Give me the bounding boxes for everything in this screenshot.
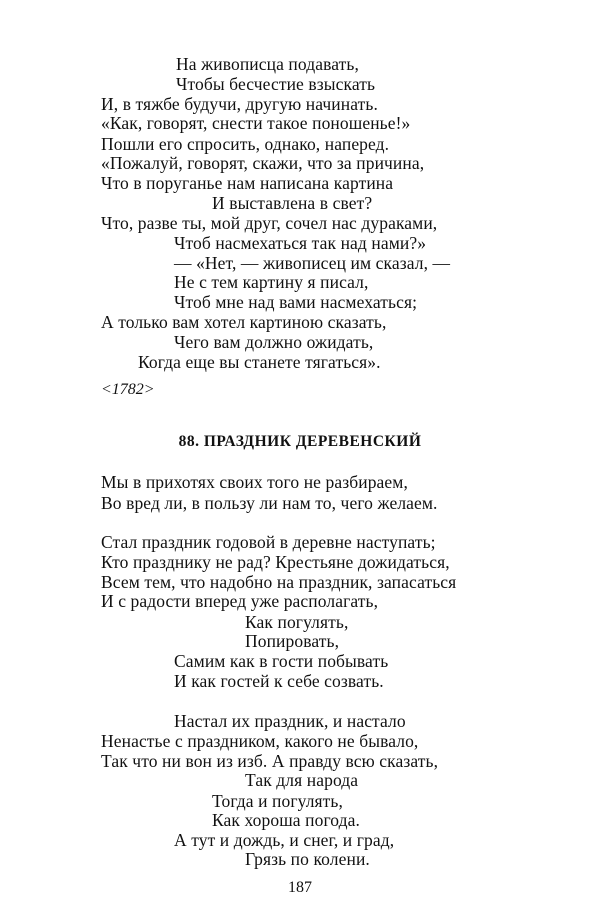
verse-line: Как хороша погода. bbox=[212, 810, 360, 830]
verse-line: Чтобы бесчестие взыскать bbox=[176, 74, 376, 94]
verse-line: Чтоб мне над вами насмехаться; bbox=[174, 292, 418, 312]
epigraph-line: Мы в прихотях своих того не разбираем, bbox=[101, 472, 408, 492]
verse-line: И как гостей к себе созвать. bbox=[174, 671, 384, 691]
verse-line: Ненастье с праздником, какого не бывало, bbox=[101, 731, 419, 751]
verse-line: На живописца подавать, bbox=[176, 54, 359, 74]
epigraph-line: Во вред ли, в пользу ли нам то, чего желаем. bbox=[101, 493, 438, 513]
verse-line: Чего вам должно ожидать, bbox=[174, 332, 374, 352]
verse-line: Когда еще вы станете тягаться». bbox=[138, 352, 381, 372]
page-number: 187 bbox=[288, 879, 312, 896]
poem-title: 88. ПРАЗДНИК ДЕРЕВЕНСКИЙ bbox=[178, 433, 422, 450]
verse-line: Всем тем, что надобно на праздник, запасаться bbox=[101, 572, 457, 592]
verse-line: Кто празднику не рад? Крестьяне дожидаться, bbox=[101, 552, 450, 572]
verse-line: Стал праздник годовой в деревне наступать; bbox=[101, 532, 436, 552]
verse-line: «Как, говорят, снести такое поношенье!» bbox=[101, 113, 411, 133]
verse-line: Попировать, bbox=[245, 631, 340, 651]
poem-date: <1782> bbox=[101, 381, 155, 398]
verse-line: И, в тяжбе будучи, другую начинать. bbox=[101, 94, 378, 114]
verse-line: И с радости вперед уже располагать, bbox=[101, 591, 379, 611]
verse-line: Пошли его спросить, однако, наперед. bbox=[101, 134, 390, 154]
verse-line: Чтоб насмехаться так над нами?» bbox=[174, 233, 427, 253]
verse-line: А только вам хотел картиною сказать, bbox=[101, 312, 387, 332]
verse-line: Так для народа bbox=[245, 770, 359, 790]
verse-line: Грязь по колени. bbox=[245, 849, 370, 869]
verse-line: Настал их праздник, и настало bbox=[174, 711, 406, 731]
verse-line: И выставлена в свет? bbox=[212, 193, 373, 213]
verse-line: Как погулять, bbox=[245, 612, 349, 632]
verse-line: «Пожалуй, говорят, скажи, что за причина, bbox=[101, 153, 425, 173]
verse-line: Что в поруганье нам написана картина bbox=[101, 173, 394, 193]
verse-line: Так что ни вон из изб. А правду всю сказать, bbox=[101, 751, 439, 771]
verse-line: — «Нет, — живописец им сказал, — bbox=[174, 253, 451, 273]
verse-line: А тут и дождь, и снег, и град, bbox=[174, 830, 395, 850]
verse-line: Самим как в гости побывать bbox=[174, 651, 389, 671]
verse-line: Тогда и погулять, bbox=[212, 791, 343, 811]
verse-line: Что, разве ты, мой друг, сочел нас дураками, bbox=[101, 213, 438, 233]
verse-line: Не с тем картину я писал, bbox=[174, 272, 369, 292]
